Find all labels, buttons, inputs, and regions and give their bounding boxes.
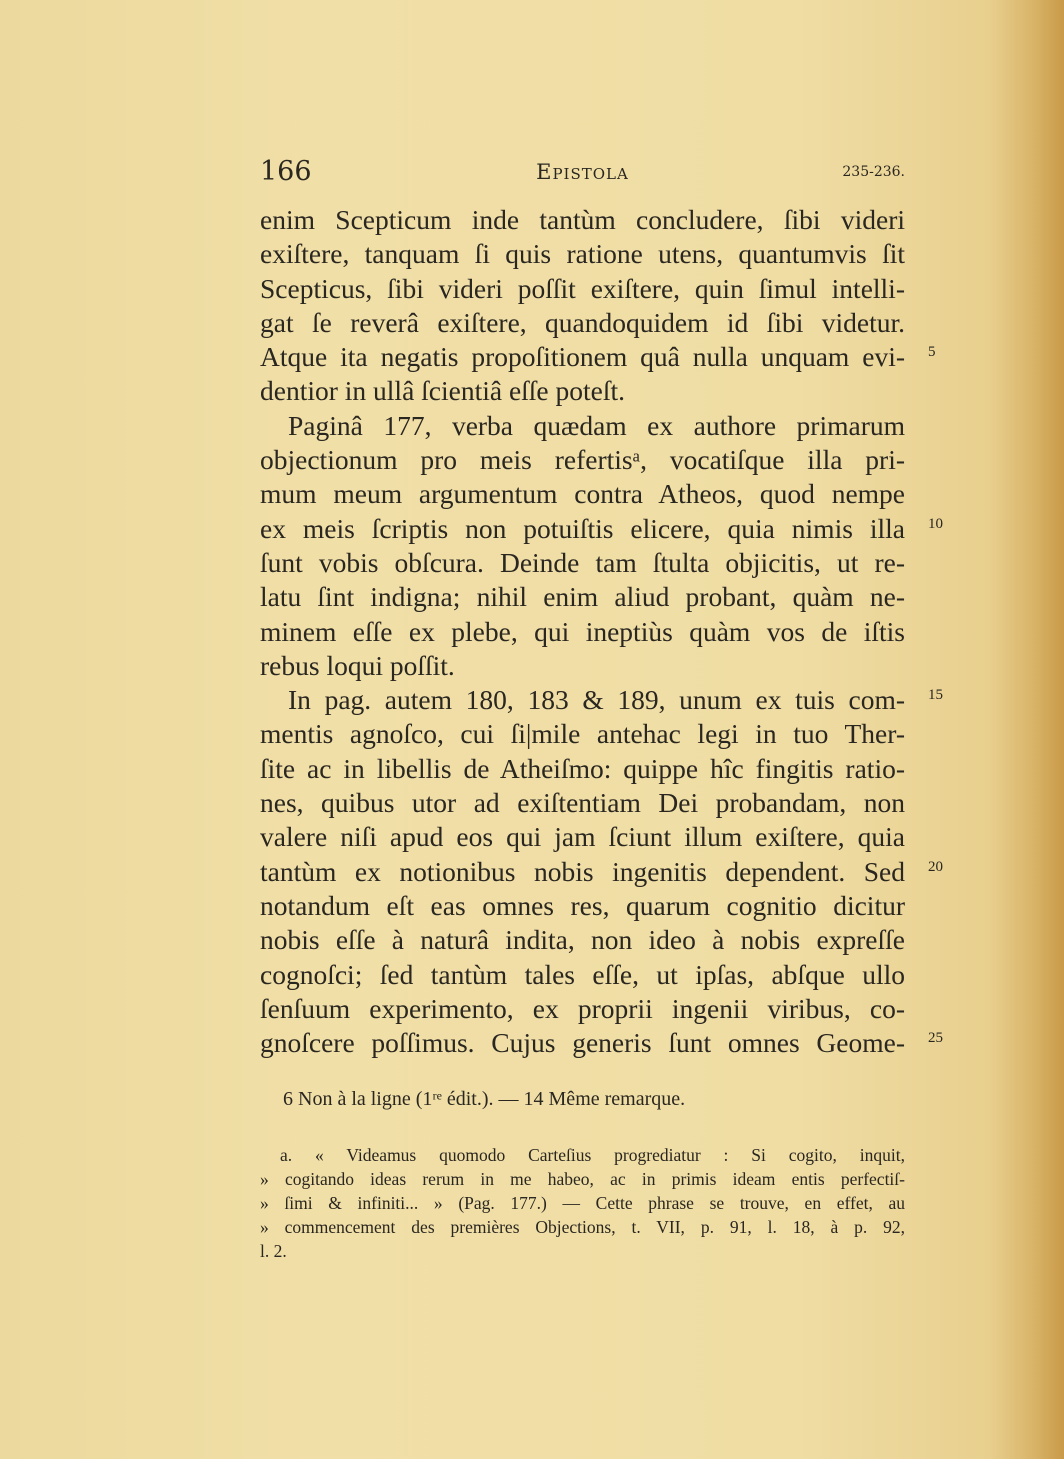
text-line: rebus loqui poſſit.: [260, 649, 455, 681]
text-line: cognoſci; ſed tantùm tales eſſe, ut ipſas, abſque ullo: [260, 958, 905, 990]
text-line: ſenſuum experimento, ex proprii ingenii viribus, co-: [260, 992, 905, 1024]
text-line: gat ſe reverâ exiſtere, quandoquidem id ſibi videtur.: [260, 306, 905, 338]
text-line: tantùm ex notionibus nobis ingenitis dependent. Sed 20: [260, 855, 943, 887]
line-number: 20: [928, 858, 943, 875]
running-title: Epistola: [536, 160, 629, 184]
text-line: latu ſint indigna; nihil enim aliud probant, quàm ne-: [260, 581, 905, 613]
text-line: Paginâ 177, verba quædam ex authore primarum: [288, 409, 905, 441]
text-line: gnoſcere poſſimus. Cujus generis ſunt omnes Geome- 25: [260, 1027, 943, 1059]
text-line: Scepticus, ſibi videri poſſit exiſtere, quin ſimul intelli-: [260, 272, 905, 304]
page-number: 166: [260, 156, 312, 187]
text-line: nes, quibus utor ad exiſtentiam Dei probandam, non: [260, 787, 905, 819]
text-line: In pag. autem 180, 183 & 189, unum ex tuis com- 15: [288, 684, 943, 716]
text-line: enim Scepticum inde tantùm concludere, ſibi videri: [260, 204, 905, 235]
text-line: notandum eſt eas omnes res, quarum cognitio dicitur: [260, 889, 905, 921]
text-line: minem eſſe ex plebe, qui ineptiùs quàm vos de iſtis: [260, 615, 905, 647]
line-number: 25: [928, 1030, 943, 1047]
footnote: [260, 1143, 905, 1263]
text-line: objectionum pro meis refertisᵃ, vocatiſque illa pri-: [260, 444, 905, 476]
line-number: 10: [928, 515, 943, 532]
line-number: 15: [928, 687, 943, 704]
footnote-line: » cogitando ideas rerum in me habeo, ac in primis ideam entis perfectiſ-: [260, 1169, 905, 1189]
variant-notes: 6 Non à la ligne (1ʳᵉ édit.). — 14 Même remarque.: [283, 1088, 686, 1110]
text-line: ſunt vobis obſcura. Deinde tam ſtulta objicitis, ut re-: [260, 546, 905, 578]
line-number: 5: [928, 344, 936, 361]
body-text: [260, 203, 943, 1060]
footnote-line: » ſimi & infiniti... » (Pag. 177.) — Cette phrase se trouve, en effet, au: [260, 1193, 905, 1213]
text-line: nobis eſſe à naturâ indita, non ideo à nobis expreſſe: [260, 924, 905, 956]
text-line: valere niſi apud eos qui jam ſciunt illum exiſtere, quia: [260, 821, 905, 853]
folio-reference: 235-236.: [842, 164, 905, 180]
footnote-line: l. 2.: [260, 1241, 287, 1261]
footnote-line: a. « Videamus quomodo Carteſius progrediatur : Si cogito, inquit,: [280, 1145, 905, 1165]
footnote-line: » commencement des premières Objections, t. VII, p. 91, l. 18, à p. 92,: [260, 1217, 905, 1237]
text-line: mum meum argumentum contra Atheos, quod nempe: [260, 478, 905, 510]
text-line: exiſtere, tanquam ſi quis ratione utens, quantumvis ſit: [260, 238, 905, 270]
page-header: [260, 156, 905, 190]
text-line: mentis agnoſco, cui ſi|mile antehac legi in tuo Ther-: [260, 718, 905, 750]
text-line: dentior in ullâ ſcientiâ eſſe poteſt.: [260, 375, 626, 407]
text-line: ſite ac in libellis de Atheiſmo: quippe hîc fingitis ratio-: [260, 752, 905, 784]
text-line: Atque ita negatis propoſitionem quâ nulla unquam evi- 5: [260, 341, 936, 373]
text-line: ex meis ſcriptis non potuiſtis elicere, quia nimis illa 10: [260, 512, 943, 544]
